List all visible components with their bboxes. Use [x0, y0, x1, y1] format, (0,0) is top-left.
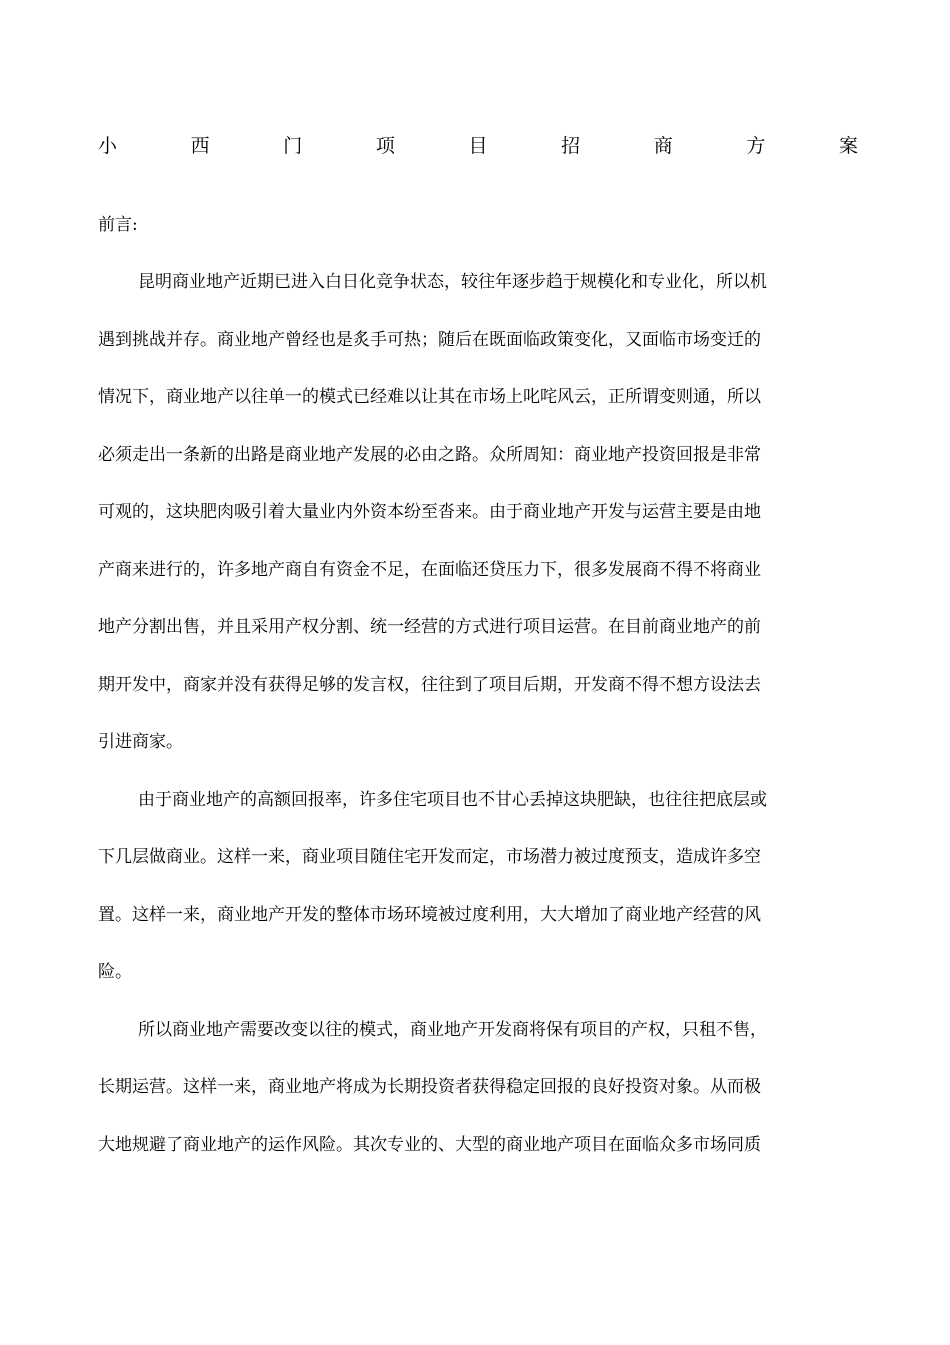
text-line: 引进商家。	[98, 732, 183, 752]
title-char: 招	[561, 135, 581, 157]
text-line: 大地规避了商业地产的运作风险。其次专业的、大型的商业地产项目在面临众多市场同质	[98, 1134, 761, 1155]
body-text	[98, 267, 808, 1187]
text-line: 地产分割出售，并且采用产权分割、统一经营的方式进行项目运营。在目前商业地产的前	[98, 617, 761, 637]
text-line: 情况下，商业地产以往单一的模式已经难以让其在市场上叱咤风云，正所谓变则通，所以	[98, 387, 761, 407]
text-line: 产商来进行的，许多地产商自有资金不足，在面临还贷压力下，很多发展商不得不将商业	[98, 559, 761, 580]
title-char: 目	[468, 135, 488, 157]
text-line: 必须走出一条新的出路是商业地产发展的必由之路。众所周知：商业地产投资回报是非常	[98, 444, 761, 465]
text-line: 可观的，这块肥肉吸引着大量业内外资本纷至沓来。由于商业地产开发与运营主要是由地	[98, 502, 761, 522]
text-line: 险。	[98, 962, 132, 982]
title-char: 小	[98, 135, 118, 157]
text-line: 遇到挑战并存。商业地产曾经也是炙手可热；随后在既面临政策变化，又面临市场变迁的	[98, 329, 761, 350]
text-line: 期开发中，商家并没有获得足够的发言权，往往到了项目后期，开发商不得不想方设法去	[98, 674, 761, 695]
title-char: 门	[283, 135, 303, 157]
text-line: 由于商业地产的高额回报率，许多住宅项目也不甘心丢掉这块肥缺，也往往把底层或	[138, 789, 767, 810]
text-line: 下几层做商业。这样一来，商业项目随住宅开发而定，市场潜力被过度预支，造成许多空	[98, 847, 761, 867]
title-char: 商	[653, 135, 673, 157]
title-char: 案	[839, 135, 859, 157]
preface-heading: 前言:	[98, 215, 138, 235]
title-char: 方	[746, 135, 766, 157]
text-line: 昆明商业地产近期已进入白日化竞争状态，较往年逐步趋于规模化和专业化，所以机	[138, 272, 767, 292]
title-char: 西	[190, 135, 210, 157]
text-line: 长期运营。这样一来，商业地产将成为长期投资者获得稳定回报的良好投资对象。从而极	[98, 1077, 761, 1097]
text-line: 所以商业地产需要改变以往的模式，商业地产开发商将保有项目的产权，只租不售，	[138, 1019, 767, 1040]
text-line: 置。这样一来，商业地产开发的整体市场环境被过度利用，大大增加了商业地产经营的风	[98, 904, 761, 925]
document-title	[98, 132, 858, 160]
title-char: 项	[375, 135, 395, 157]
